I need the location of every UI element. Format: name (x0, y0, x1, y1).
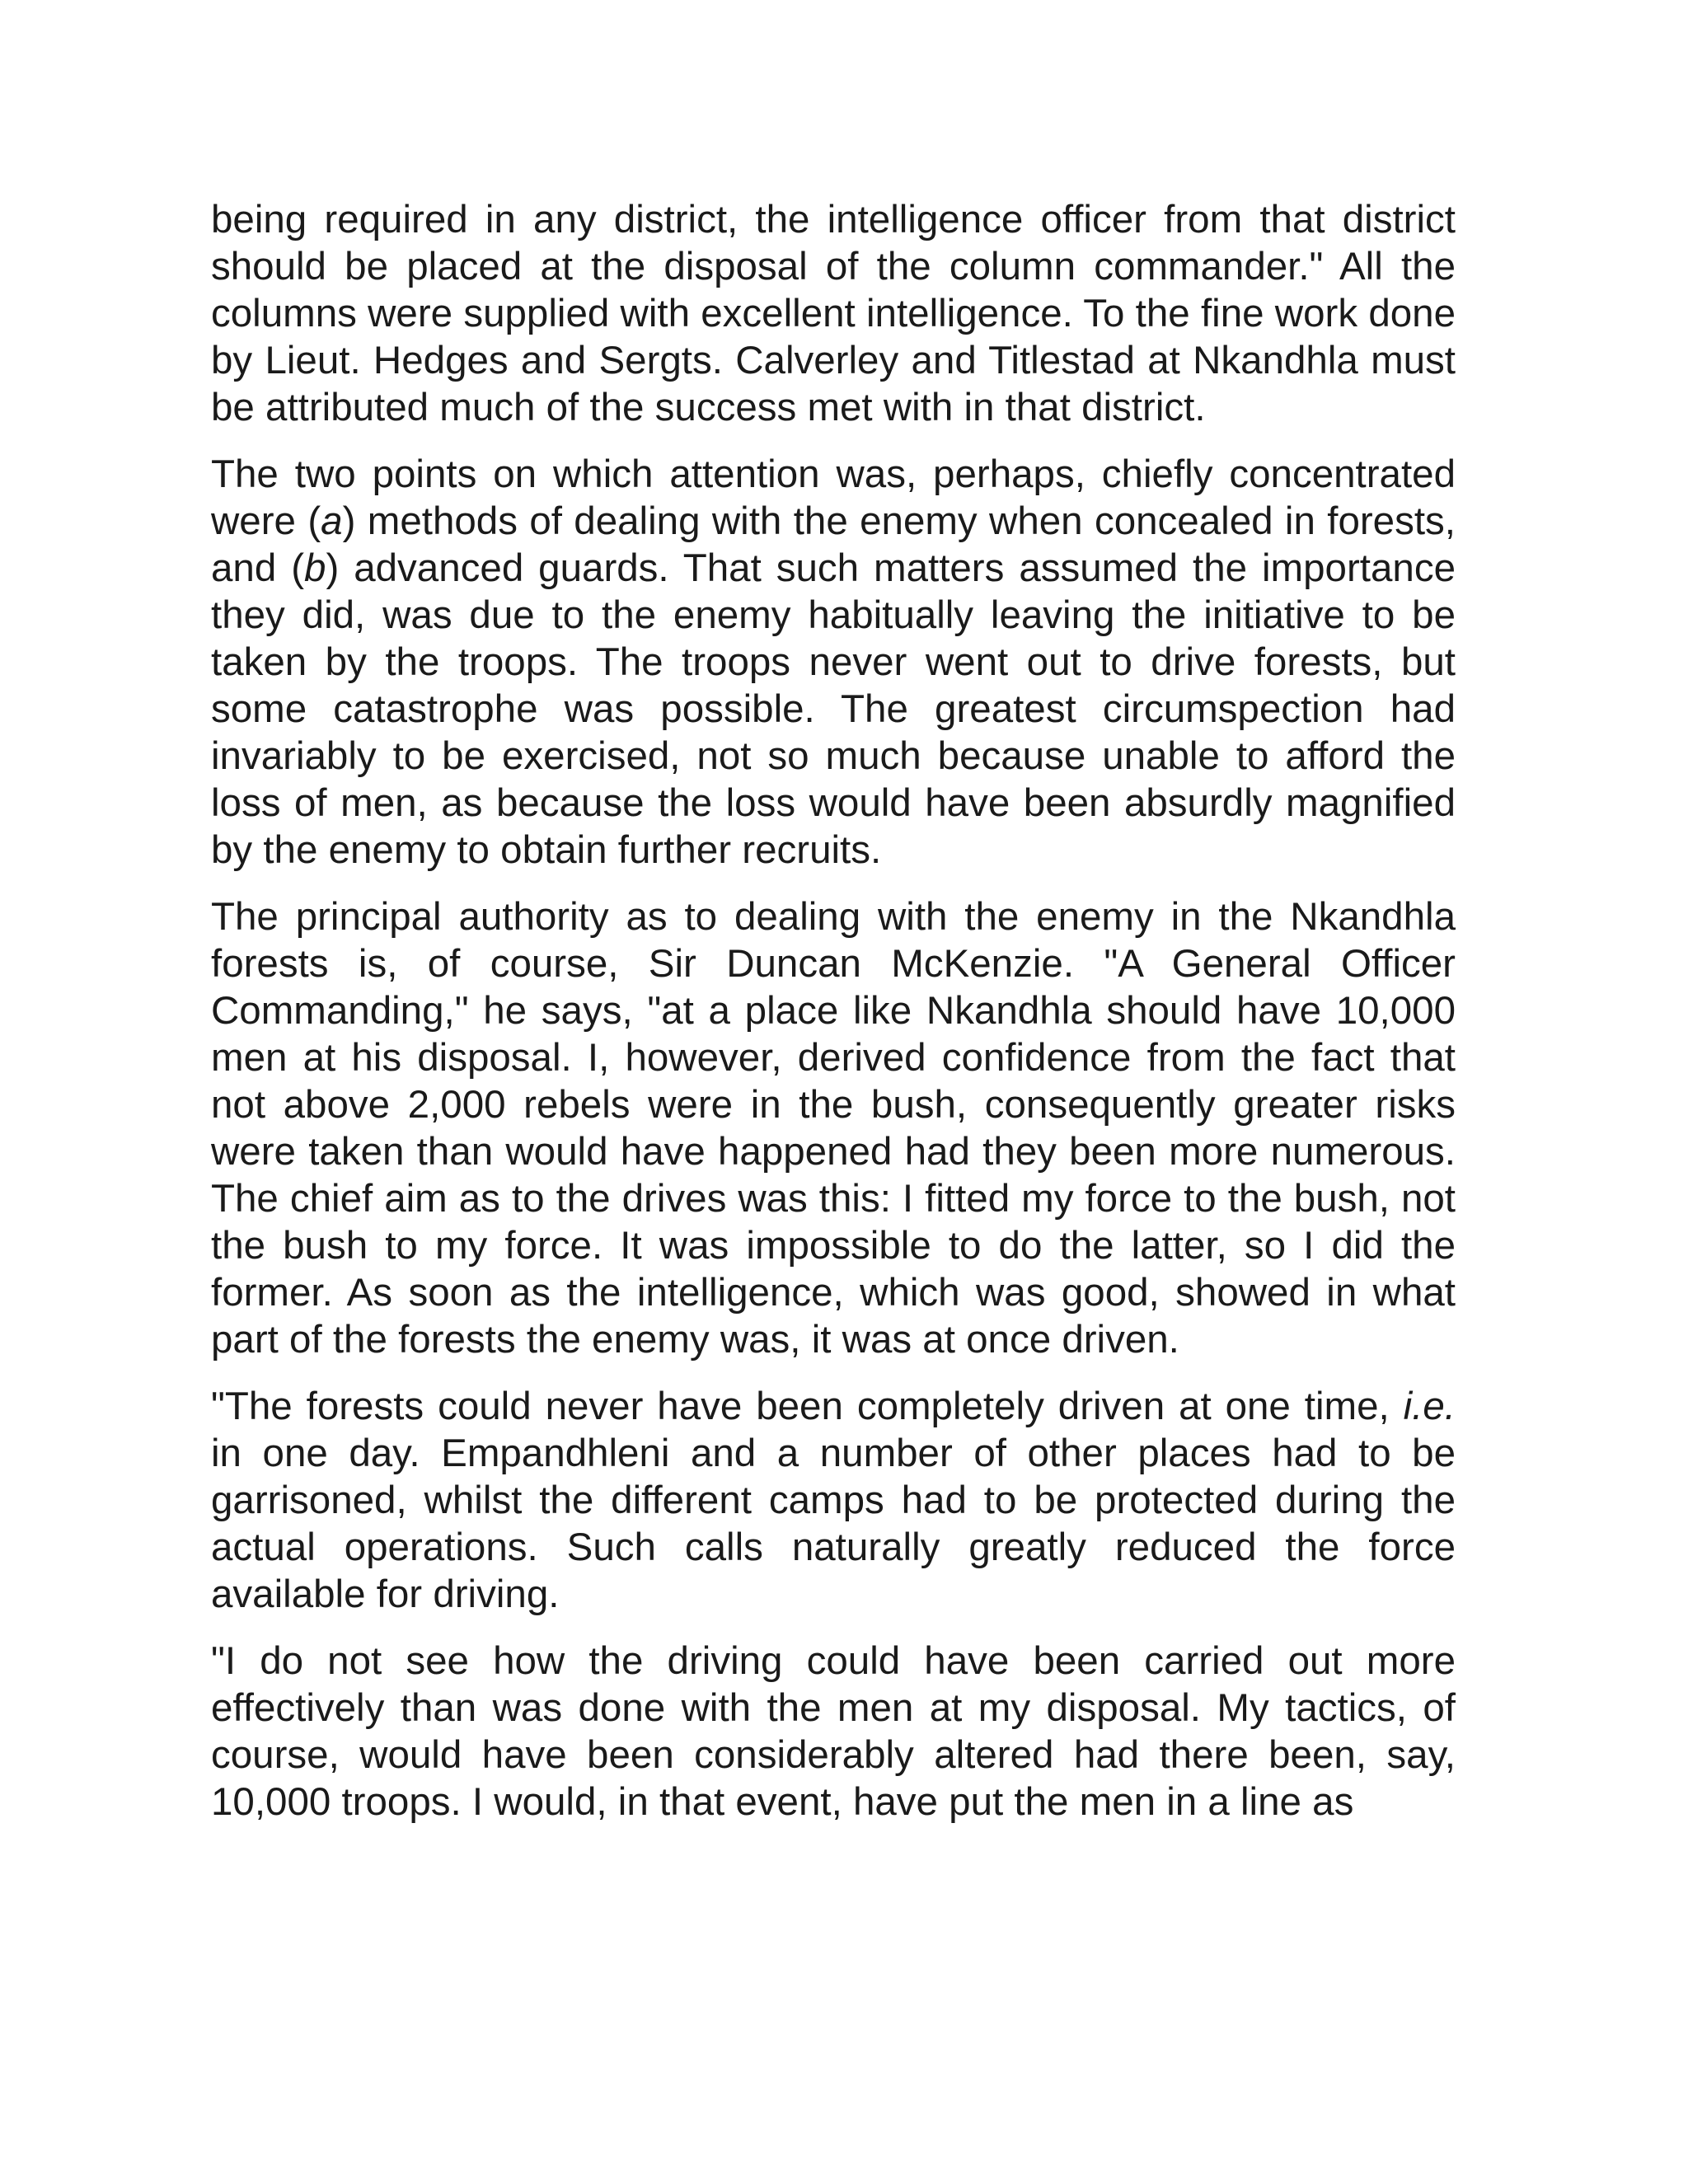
paragraph-2-text: ) methods of dealing with the enemy when concealed in forests, and ( (211, 499, 1456, 590)
paragraph-2-text: The two points on which attention was, perhaps, chiefly concentrated were ( (211, 452, 1456, 543)
paragraph-3 (211, 893, 1456, 1363)
paragraph-1 (211, 196, 1456, 431)
italic-ie: i.e. (1403, 1385, 1456, 1428)
document-page (211, 196, 1456, 1825)
paragraph-3-text: The principal authority as to dealing with the enemy in the Nkandhla forests is, of course, Sir Duncan McKenzie. "A General Officer Commanding," he says, "at a place like Nkandhla should have 10,000 men at his disposal. I, however, derived confidence from the fact that not above 2,000 rebels were in the bush, consequently greater risks were taken than would have happened had they been more numerous. The chief aim as to the drives was this: I fitted my force to the bush, not the bush to my force. It was impossible to do the latter, so I did the former. As soon as the intelligence, which was good, showed in what part of the forests the enemy was, it was at once driven. (211, 895, 1456, 1361)
paragraph-1-text: being required in any district, the intelligence officer from that district should be placed at the disposal of the column commander." All the columns were supplied with excellent intelligence. To the fine work done by Lieut. Hedges and Sergts. Calverley and Titlestad at Nkandhla must be attributed much of the success met with in that district. (211, 198, 1456, 429)
paragraph-2 (211, 451, 1456, 874)
paragraph-5-text: "I do not see how the driving could have been carried out more effectively than was done with the men at my disposal. My tactics, of course, would have been considerably altered had there been, say, 10,000 troops. I would, in that event, have put the men in a line as (211, 1639, 1456, 1824)
paragraph-2-text: ) advanced guards. That such matters assumed the importance they did, was due to the enemy habitually leaving the initiative to be taken by the troops. The troops never went out to drive forests, but some catastrophe was possible. The greatest circumspection had invariably to be exercised, not so much because unable to afford the loss of men, as because the loss would have been absurdly magnified by the enemy to obtain further recruits. (211, 546, 1456, 872)
italic-b: b (304, 546, 326, 590)
paragraph-4-text: "The forests could never have been completely driven at one time, (211, 1385, 1404, 1428)
italic-a: a (321, 499, 343, 543)
paragraph-4-text: in one day. Empandhleni and a number of other places had to be garrisoned, whilst the different camps had to be protected during the actual operations. Such calls naturally greatly reduced the force available for driving. (211, 1432, 1456, 1616)
paragraph-5 (211, 1638, 1456, 1825)
paragraph-4 (211, 1383, 1456, 1618)
